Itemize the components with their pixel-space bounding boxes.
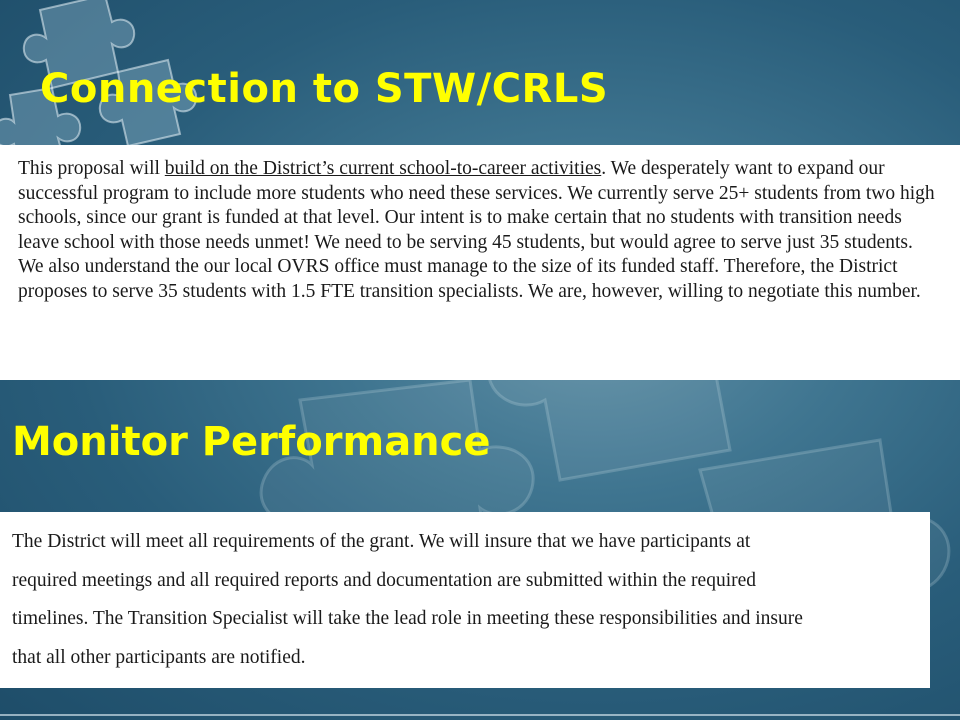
proposal-excerpt-scan: [0, 145, 960, 380]
performance-line: required meetings and all required reports and documentation are submitted within the required: [12, 569, 757, 591]
excerpt-continuation: . We desperately want to expand our successful program to include more students who need these services. We currently serve 25+ students from two high schools, since our grant is funded at that level. Our intent is to make certain that no students with transition needs leave school with those needs unmet! We need to be serving 45 students, but would agree to serve just 35 students. We also understand the our local OVRS office must manage to the size of its funded staff. Therefore, the District proposes to serve 35 students with 1.5 FTE transition specialists. We are, however, willing to negotiate this number.: [18, 158, 935, 302]
bottom-divider: [0, 714, 960, 716]
performance-line: The District will meet all requirements of the grant. We will insure that we have participants at: [12, 531, 751, 552]
section-title: Monitor Performance: [12, 419, 491, 465]
performance-line: timelines. The Transition Specialist will take the lead role in meeting these responsibilities and insure: [12, 608, 803, 629]
excerpt-lead-in: This proposal will: [18, 158, 165, 179]
proposal-excerpt-text: [18, 157, 942, 305]
excerpt-underlined-phrase: build on the District’s current school-to-career activities: [164, 158, 602, 179]
slide-title: Connection to STW/CRLS: [40, 66, 609, 112]
performance-line: that all other participants are notified.: [12, 646, 306, 668]
performance-excerpt-scan: [0, 512, 930, 688]
